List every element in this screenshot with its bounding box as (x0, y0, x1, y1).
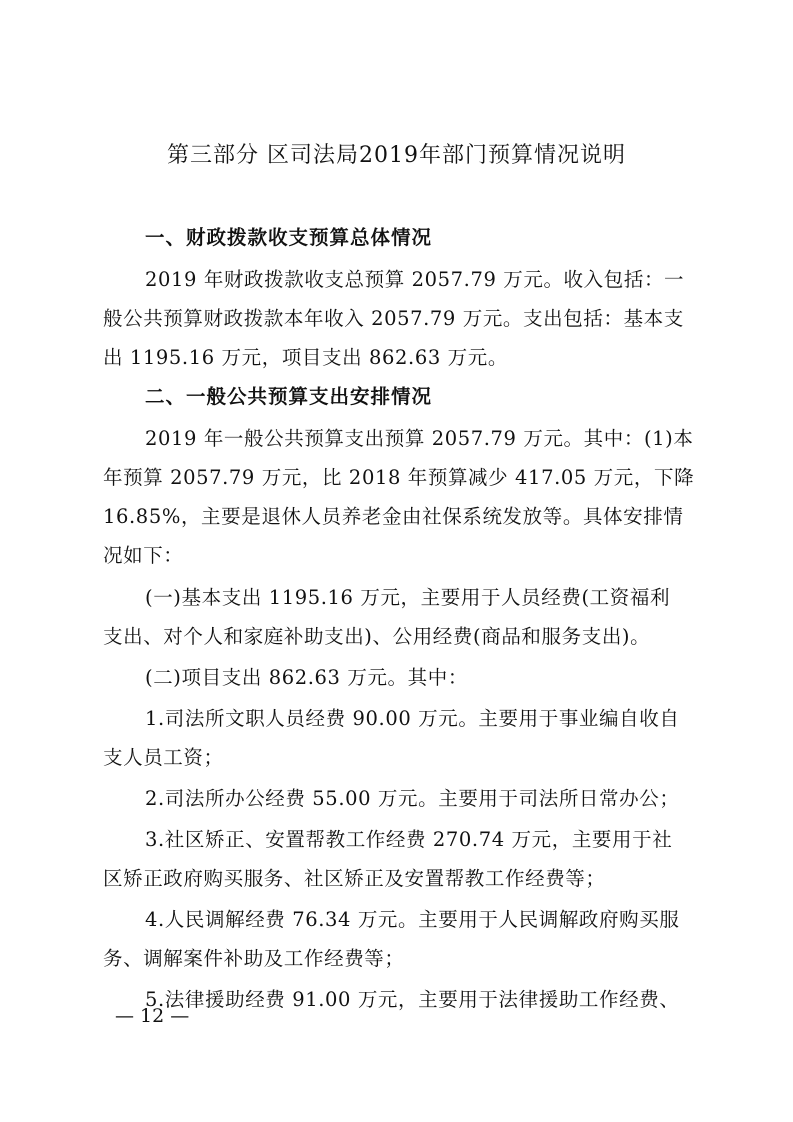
page-number: — 12 — (115, 1005, 190, 1027)
list-item: 5.法律援助经费 91.00 万元，主要用于法律援助工作经费、 (145, 988, 680, 1011)
paragraph-line: 出 1195.16 万元，项目支出 862.63 万元。 (103, 346, 508, 369)
paragraph-line: 2019 年一般公共预算支出预算 2057.79 万元。其中：(1)本 (145, 427, 694, 450)
list-item: 2.司法所办公经费 55.00 万元。主要用于司法所日常办公； (145, 787, 680, 810)
paragraph-line: 16.85%，主要是退休人员养老金由社保系统发放等。具体安排情 (103, 505, 684, 528)
list-item: 区矫正政府购买服务、社区矫正及安置帮教工作经费等； (103, 867, 606, 890)
list-item: 务、调解案件补助及工作经费等； (103, 947, 405, 970)
list-item: 4.人民调解经费 76.34 万元。主要用于人民调解政府购买服 (145, 908, 680, 931)
list-item: 3.社区矫正、安置帮教工作经费 270.74 万元，主要用于社 (145, 828, 673, 851)
paragraph-line: 般公共预算财政拨款本年收入 2057.79 万元。支出包括：基本支 (103, 307, 684, 330)
paragraph-line: 支出、对个人和家庭补助支出)、公用经费(商品和服务支出)。 (103, 625, 651, 648)
section-heading-general-budget: 二、一般公共预算支出安排情况 (145, 385, 433, 408)
list-item: 1.司法所文职人员经费 90.00 万元。主要用于事业编自收自 (145, 707, 680, 730)
paragraph-line: (一)基本支出 1195.16 万元，主要用于人员经费(工资福利 (145, 586, 671, 609)
paragraph-line: 况如下： (103, 544, 184, 567)
list-item: 支人员工资； (103, 746, 224, 769)
paragraph-line: (二)项目支出 862.63 万元。其中： (145, 666, 468, 689)
page-title: 第三部分 区司法局2019年部门预算情况说明 (167, 143, 626, 168)
paragraph-line: 2019 年财政拨款收支总预算 2057.79 万元。收入包括：一 (145, 268, 685, 291)
section-heading-fiscal-overview: 一、财政拨款收支预算总体情况 (145, 226, 433, 249)
paragraph-line: 年预算 2057.79 万元，比 2018 年预算减少 417.05 万元，下降 (103, 466, 695, 489)
